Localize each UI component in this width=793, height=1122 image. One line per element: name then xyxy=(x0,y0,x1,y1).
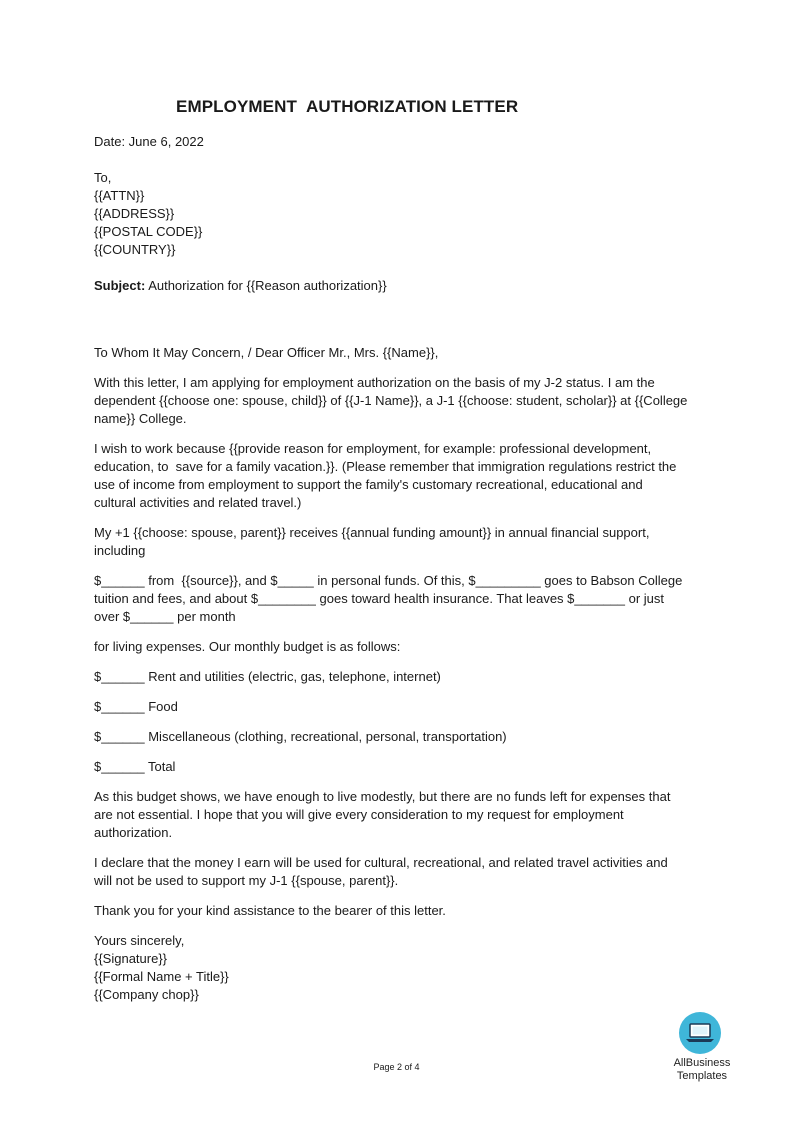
subject-line xyxy=(94,277,709,295)
logo-circle xyxy=(679,1012,721,1054)
allbusiness-templates-logo xyxy=(667,1012,737,1084)
laptop-icon xyxy=(679,1012,721,1054)
recipient-block xyxy=(94,169,709,259)
subject-text: Authorization for {{Reason authorization}} xyxy=(145,278,387,293)
paragraph-8: Thank you for your kind assistance to the bearer of this letter. xyxy=(94,903,446,918)
paragraph-3 xyxy=(94,524,709,560)
logo-text xyxy=(667,1057,737,1083)
paragraph-line: My +1 {{choose: spouse, parent}} receives {{annual funding amount}} in annual financial support, xyxy=(94,525,650,540)
paragraph-2 xyxy=(94,440,709,512)
paragraph-line: With this letter, I am applying for employment authorization on the basis of my J-2 status. I am the xyxy=(94,375,655,390)
paragraph-line: I wish to work because {{provide reason for employment, for example: professional development, xyxy=(94,441,652,456)
page-number: Page 2 of 4 xyxy=(373,1062,420,1072)
paragraph-line: education, to save for a family vacation.}}. (Please remember that immigration regulations restrict the xyxy=(94,459,677,474)
letter-body xyxy=(94,133,709,1004)
logo-line: Templates xyxy=(676,1070,728,1082)
paragraph-line: are not essential. I hope that you will give every consideration to my request for employment xyxy=(94,807,624,822)
logo-line: AllBusiness xyxy=(673,1057,731,1069)
paragraph-7 xyxy=(94,854,709,890)
closing-line: {{Formal Name + Title}} xyxy=(94,969,229,984)
paragraph-line: will not be used to support my J-1 {{spouse, parent}}. xyxy=(94,873,399,888)
recipient-line: To, xyxy=(94,170,112,185)
paragraph-5: for living expenses. Our monthly budget is as follows: xyxy=(94,639,401,654)
paragraph-line: tuition and fees, and about $________ goes toward health insurance. That leaves $_______ or just xyxy=(94,591,665,606)
budget-item: $______ Total xyxy=(94,759,176,774)
closing-block xyxy=(94,932,709,1004)
paragraph-line: including xyxy=(94,543,146,558)
paragraph-line: I declare that the money I earn will be used for cultural, recreational, and related travel activities and xyxy=(94,855,668,870)
paragraph-line: cultural activities and related travel.) xyxy=(94,495,302,510)
closing-line: {{Signature}} xyxy=(94,951,168,966)
recipient-line: {{COUNTRY}} xyxy=(94,242,176,257)
budget-item: $______ Food xyxy=(94,699,178,714)
paragraph-line: name}} College. xyxy=(94,411,187,426)
salutation: To Whom It May Concern, / Dear Officer Mr., Mrs. {{Name}}, xyxy=(94,345,439,360)
closing-line: {{Company chop}} xyxy=(94,987,199,1002)
paragraph-line: authorization. xyxy=(94,825,173,840)
letter-date: Date: June 6, 2022 xyxy=(94,134,204,149)
budget-item: $______ Rent and utilities (electric, gas, telephone, internet) xyxy=(94,669,441,684)
paragraph-6 xyxy=(94,788,709,842)
paragraph-line: dependent {{choose one: spouse, child}} of {{J-1 Name}}, a J-1 {{choose: student, scholar}} at {{College xyxy=(94,393,688,408)
closing-line: Yours sincerely, xyxy=(94,933,185,948)
paragraph-line: over $______ per month xyxy=(94,609,236,624)
paragraph-1 xyxy=(94,374,709,428)
paragraph-4 xyxy=(94,572,709,626)
recipient-line: {{ADDRESS}} xyxy=(94,206,175,221)
letter-title: EMPLOYMENT AUTHORIZATION LETTER xyxy=(176,97,519,116)
subject-label: Subject: xyxy=(94,278,146,293)
paragraph-line: use of income from employment to support the family's customary recreational, educational and xyxy=(94,477,643,492)
paragraph-line: As this budget shows, we have enough to live modestly, but there are no funds left for expenses that xyxy=(94,789,671,804)
recipient-line: {{ATTN}} xyxy=(94,188,145,203)
paragraph-line: $______ from {{source}}, and $_____ in personal funds. Of this, $_________ goes to Babson College xyxy=(94,573,683,588)
budget-item: $______ Miscellaneous (clothing, recreational, personal, transportation) xyxy=(94,729,507,744)
recipient-line: {{POSTAL CODE}} xyxy=(94,224,203,239)
